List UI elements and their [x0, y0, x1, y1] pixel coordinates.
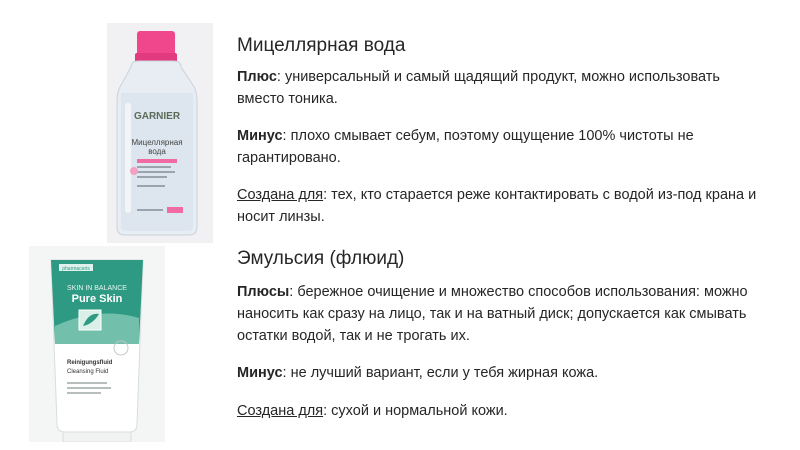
micellar-bottle-illustration	[107, 23, 213, 243]
micellar-water-image	[107, 23, 213, 243]
fluid-for-label: Создана для	[237, 403, 324, 419]
tube-brand-small: pharmaceris	[62, 266, 90, 272]
fluid-minus-text: : не лучший вариант, если у тебя жирная кожа.	[282, 365, 599, 381]
cleansing-fluid-image	[29, 246, 165, 442]
section-title-fluid: Эмульсия (флюид)	[237, 248, 405, 269]
tube-name: Pure Skin	[71, 293, 123, 305]
micellar-minus-text: : плохо смывает себум, поэтому ощущение 100% чистоты не гарантировано.	[237, 128, 694, 166]
bottle-name-line1: Мицеллярная	[131, 138, 183, 147]
fluid-for-text: : сухой и нормальной кожи.	[323, 403, 508, 419]
micellar-plus-label: Плюс	[237, 69, 277, 85]
bottle-brand: GARNIER	[133, 111, 181, 122]
micellar-plus-paragraph	[237, 66, 767, 110]
fluid-plus-text: : бережное очищение и множество способов использования: можно наносить как сразу на лицо, так и на ватный диск; допускается как смывать остатки водой, так и не трогать их.	[237, 284, 748, 344]
bottle-name-line2: вода	[148, 147, 166, 156]
micellar-minus-label: Минус	[237, 128, 283, 144]
fluid-tube-illustration	[29, 246, 165, 442]
fluid-minus-paragraph	[237, 362, 767, 384]
fluid-minus-label: Минус	[237, 365, 283, 381]
fluid-plus-paragraph	[237, 281, 767, 347]
tube-line: SKIN IN BALANCE	[67, 285, 127, 292]
micellar-plus-text: : универсальный и самый щадящий продукт, можно использовать вместо тоника.	[237, 69, 720, 107]
fluid-for-paragraph	[237, 400, 767, 422]
tube-desc2: Cleansing Fluid	[67, 369, 109, 375]
micellar-minus-paragraph	[237, 125, 767, 169]
micellar-for-label: Создана для	[237, 187, 324, 203]
micellar-for-paragraph	[237, 184, 767, 228]
micellar-for-text: : тех, кто старается реже контактировать с водой из-под крана и носит линзы.	[237, 187, 757, 225]
fluid-plus-label: Плюсы	[237, 284, 290, 300]
section-title-micellar: Мицеллярная вода	[237, 35, 406, 56]
tube-desc1: Reinigungsfluid	[67, 360, 113, 366]
